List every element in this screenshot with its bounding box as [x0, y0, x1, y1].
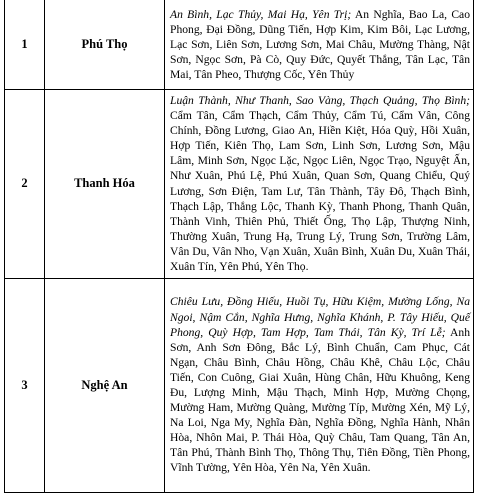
commune-list-italic: Luận Thành, Như Thanh, Sao Vàng, Thạch Quảng, Thọ Bình;: [170, 93, 470, 107]
commune-list-italic: Chiêu Lưu, Đồng Hiếu, Huồi Tụ, Hữu Kiệm, Mường Lống, Na Ngoi, Nậm Cắn, Nghĩa Hưng, Nghĩa Khánh, P. Tây Hiếu, Quế Phong, Quỳ Hợp, Tam Hợp, Tam Thái, Tân Kỳ, Trí Lễ;: [170, 295, 470, 339]
table-row: [5, 0, 474, 89]
commune-list-regular: An Nghĩa, Bao La, Cao Phong, Đại Đồng, Dũng Tiến, Hợp Kim, Kim Bôi, Lạc Lương, Lạc Sơn, Liên Sơn, Lương Sơn, Mai Châu, Mường Thàng, Nật Sơn, Ngọc Sơn, Pà Cò, Quy Đức, Quyết Thắng, Tân Lạc, Tân Mai, Tân Pheo, Thượng Cốc, Yên Thủy: [170, 7, 471, 81]
commune-list: [165, 278, 474, 492]
row-number: 1: [5, 0, 45, 89]
row-number: 3: [5, 278, 45, 492]
commune-list: [165, 89, 474, 278]
province-name: Nghệ An: [45, 278, 165, 492]
commune-list-regular: Cẩm Tân, Cẩm Thạch, Cẩm Thủy, Cẩm Tú, Cẩm Vân, Công Chính, Đồng Lương, Giao An, Hiền Kiệt, Hóa Quỳ, Hồi Xuân, Hợp Tiến, Kiên Thọ, Lam Sơn, Linh Sơn, Lương Sơn, Mậu Lâm, Minh Sơn, Ngọc Lặc, Ngọc Liên, Ngọc Trạo, Nguyệt Ấn, Như Xuân, Phú Lệ, Phú Xuân, Quan Sơn, Quang Chiểu, Quý Lương, Sơn Điện, Tam Lư, Tân Thành, Tây Đô, Thạch Bình, Thạch Lập, Thắng Lộc, Thanh Kỳ, Thanh Phong, Thanh Quân, Thành Vinh, Thiên Phủ, Thiết Ống, Thọ Lập, Thượng Ninh, Thường Xuân, Trung Hạ, Trung Lý, Trung Sơn, Trường Lâm, Vân Du, Vân Nho, Vạn Xuân, Xuân Bình, Xuân Du, Xuân Thái, Xuân Tín, Yên Phú, Yên Thọ.: [170, 109, 470, 273]
provinces-table: [4, 0, 474, 493]
province-name: Phú Thọ: [45, 0, 165, 89]
province-name: Thanh Hóa: [45, 89, 165, 278]
table-row: [5, 278, 474, 492]
row-number: 2: [5, 89, 45, 278]
commune-list-regular: Anh Sơn, Anh Sơn Đông, Bắc Lý, Bình Chuẩn, Cam Phục, Cát Ngạn, Châu Bình, Châu Hồng, Châu Khê, Châu Lộc, Châu Tiến, Con Cuông, Giai Xuân, Hùng Chân, Hữu Khuông, Keng Đu, Lượng Minh, Mậu Thạch, Minh Hợp, Mường Chọng, Mường Ham, Mường Quàng, Mường Típ, Mường Xén, Mỹ Lý, Na Loi, Nga My, Nghĩa Đàn, Nghĩa Đồng, Nghĩa Hành, Nhân Hòa, Nhôn Mai, P. Thái Hòa, Quỳ Châu, Tam Quang, Tân An, Tân Phú, Thành Bình Thọ, Thông Thụ, Tiên Đồng, Tiền Phong, Vĩnh Tường, Yên Hòa, Yên Na, Yên Xuân.: [170, 325, 470, 475]
table-row: [5, 89, 474, 278]
commune-list: [165, 0, 474, 89]
commune-list-italic: An Bình, Lạc Thủy, Mai Hạ, Yên Trị;: [170, 7, 352, 21]
